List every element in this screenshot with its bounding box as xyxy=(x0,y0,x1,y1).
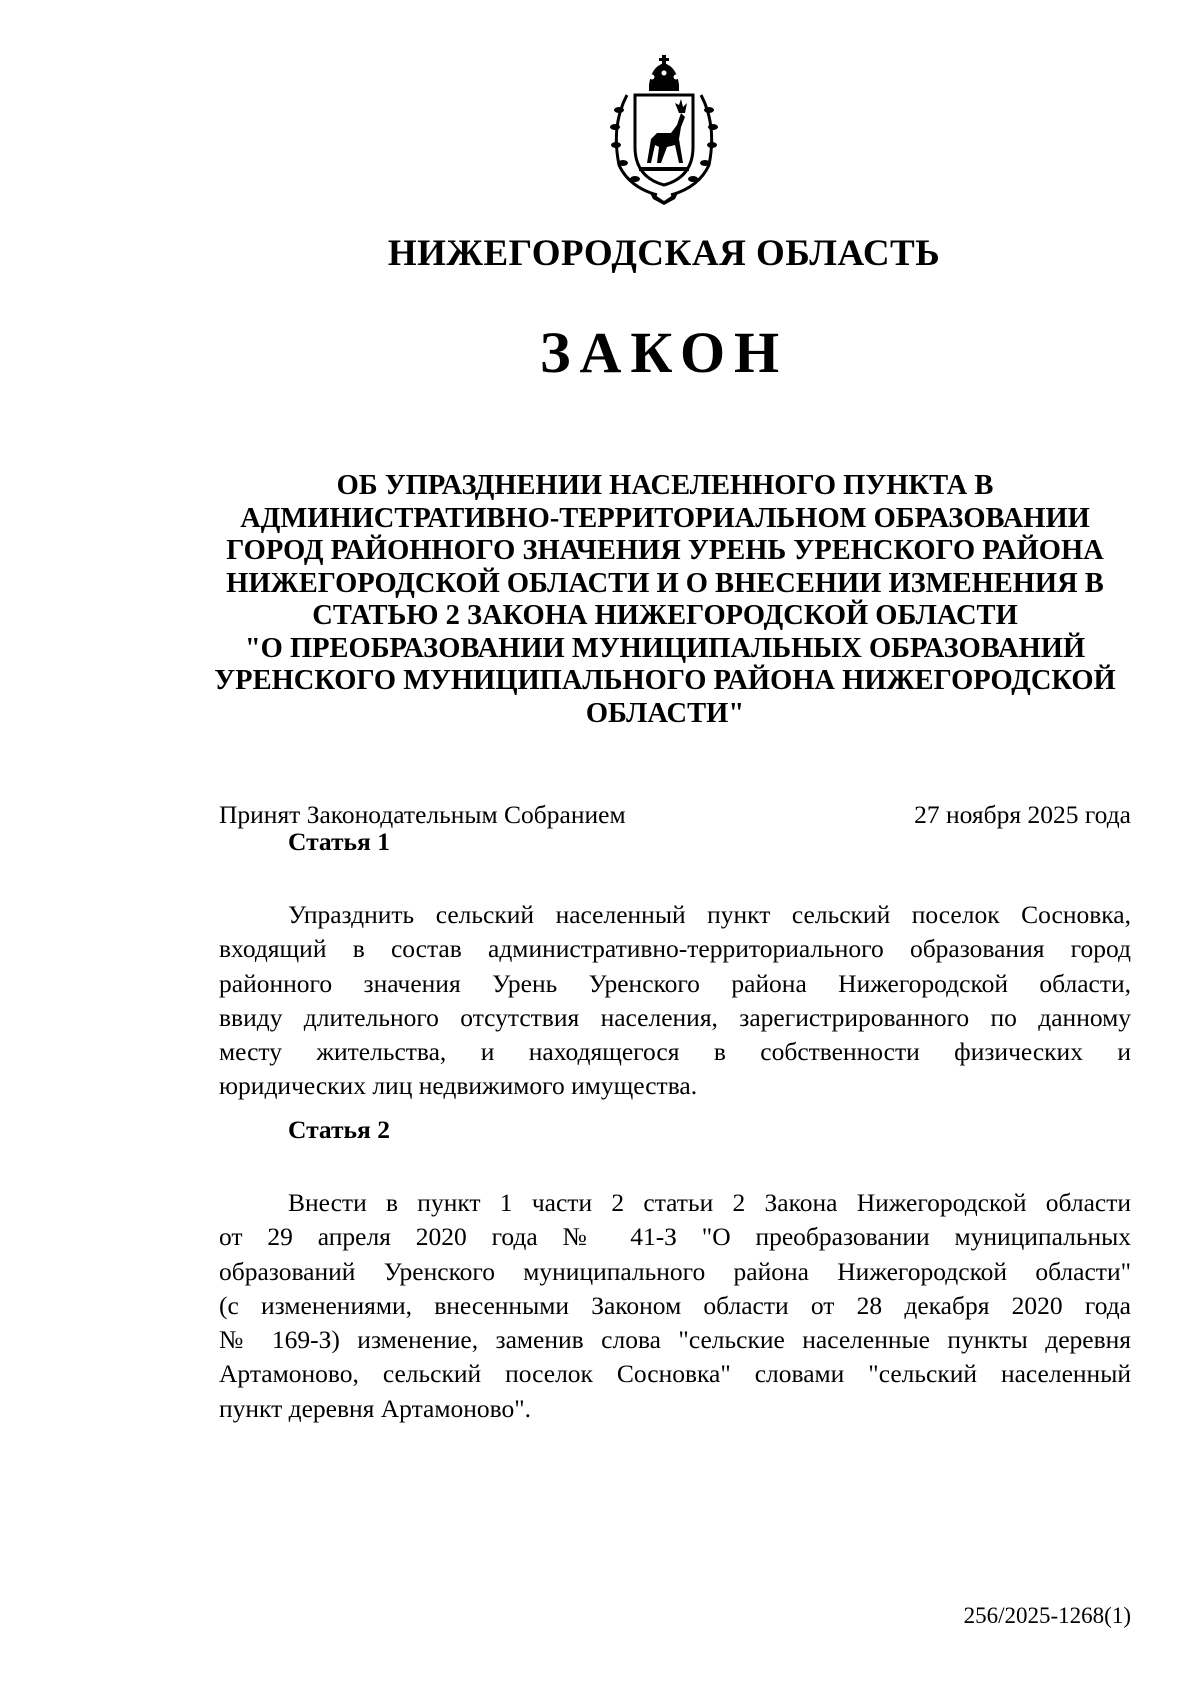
article-2-line: пункт деревня Артамоново". xyxy=(219,1393,532,1423)
document-number: 256/2025-1268(1) xyxy=(963,1603,1131,1628)
adoption-label: Принят Законодательным Собранием xyxy=(219,800,626,829)
law-title-line: "О ПРЕОБРАЗОВАНИИ МУНИЦИПАЛЬНЫХ ОБРАЗОВАНИЙ xyxy=(244,632,1086,664)
law-title xyxy=(200,470,1130,730)
document-type: ЗАКОН xyxy=(539,320,789,385)
law-title-line: ОБ УПРАЗДНЕНИИ НАСЕЛЕННОГО ПУНКТА В xyxy=(336,470,994,501)
article-1-line: районного значения Урень Уренского района Нижегородской области, xyxy=(219,968,1131,998)
article-1-line: ввиду длительного отсутствия населения, зарегистрированного по данному xyxy=(219,1002,1131,1032)
article-1-line: юридических лиц недвижимого имущества. xyxy=(219,1071,698,1101)
article-1-line: месту жительства, и находящегося в собственности физических и xyxy=(219,1037,1131,1067)
adoption-date: 27 ноября 2025 года xyxy=(914,800,1131,829)
coat-of-arms-icon xyxy=(605,55,723,205)
article-2-line: Внести в пункт 1 части 2 статьи 2 Закона Нижегородской области xyxy=(288,1188,1131,1217)
article-2-body xyxy=(219,1186,1131,1426)
article-2-heading: Статья 2 xyxy=(288,1115,390,1144)
article-2-line: (с изменениями, внесенными Законом области от 28 декабря 2020 года xyxy=(219,1290,1131,1320)
region-name: НИЖЕГОРОДСКАЯ ОБЛАСТЬ xyxy=(387,233,941,274)
law-title-line: АДМИНИСТРАТИВНО-ТЕРРИТОРИАЛЬНОМ ОБРАЗОВАНИИ xyxy=(240,502,1090,534)
law-title-line: ГОРОД РАЙОННОГО ЗНАЧЕНИЯ УРЕНЬ УРЕНСКОГО РАЙОНА xyxy=(226,535,1104,566)
article-2-line: образований Уренского муниципального района Нижегородской области" xyxy=(219,1256,1131,1286)
article-2-line: от 29 апреля 2020 года № 41-З "О преобразовании муниципальных xyxy=(219,1222,1131,1252)
article-1-heading: Статья 1 xyxy=(288,827,390,856)
article-1-line: входящий в состав административно-территориального образования город xyxy=(219,934,1131,964)
article-1-body xyxy=(219,898,1131,1104)
article-1-line: Упразднить сельский населенный пункт сельский поселок Сосновка, xyxy=(288,900,1131,929)
law-title-line: УРЕНСКОГО МУНИЦИПАЛЬНОГО РАЙОНА НИЖЕГОРОДСКОЙ xyxy=(214,665,1116,696)
article-2-line: Артамоново, сельский поселок Сосновка" словами "сельский населенный xyxy=(219,1359,1131,1389)
law-title-line: ОБЛАСТИ" xyxy=(585,697,745,729)
article-2-line: № 169-З) изменение, заменив слова "сельские населенные пункты деревня xyxy=(219,1325,1131,1355)
law-title-line: НИЖЕГОРОДСКОЙ ОБЛАСТИ И О ВНЕСЕНИИ ИЗМЕНЕНИЯ В xyxy=(226,567,1104,599)
law-title-line: СТАТЬЮ 2 ЗАКОНА НИЖЕГОРОДСКОЙ ОБЛАСТИ xyxy=(312,600,1018,631)
